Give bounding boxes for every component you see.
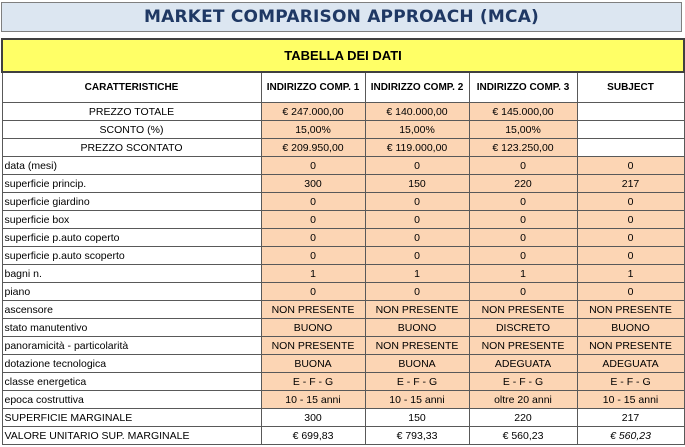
table-cell[interactable]: 0 [261,211,365,229]
table-cell[interactable]: E - F - G [261,373,365,391]
table-row [2,265,684,283]
table-cell[interactable]: € 209.950,00 [261,139,365,157]
table-cell[interactable]: NON PRESENTE [577,337,684,355]
table-cell[interactable]: € 145.000,00 [469,103,577,121]
table-row [2,157,684,175]
table-cell[interactable]: 0 [469,157,577,175]
table-cell[interactable]: 0 [365,157,469,175]
table-cell[interactable]: 15,00% [469,121,577,139]
table-cell[interactable] [577,121,684,139]
table-row [2,247,684,265]
row-label[interactable]: piano [2,283,261,301]
table-cell[interactable]: 0 [577,157,684,175]
table-cell[interactable]: 15,00% [365,121,469,139]
row-label[interactable]: data (mesi) [2,157,261,175]
table-row [2,355,684,373]
row-label[interactable]: superficie princip. [2,175,261,193]
table-cell[interactable]: 0 [469,283,577,301]
table-row [2,229,684,247]
table-cell[interactable]: 0 [365,211,469,229]
table-cell[interactable]: € 560,23 [577,427,684,445]
table-cell[interactable]: E - F - G [577,373,684,391]
table-cell[interactable]: E - F - G [365,373,469,391]
table-cell[interactable]: 0 [365,247,469,265]
table-cell[interactable]: E - F - G [469,373,577,391]
column-header-row [2,72,684,103]
table-row [2,337,684,355]
row-label[interactable]: superficie box [2,211,261,229]
table-cell[interactable]: BUONA [261,355,365,373]
table-cell[interactable]: € 699,83 [261,427,365,445]
row-label[interactable]: SCONTO (%) [2,121,261,139]
table-cell[interactable]: 0 [469,211,577,229]
table-cell[interactable]: 10 - 15 anni [261,391,365,409]
table-cell[interactable]: € 123.250,00 [469,139,577,157]
row-label[interactable]: ascensore [2,301,261,319]
table-row [2,139,684,157]
row-label[interactable]: dotazione tecnologica [2,355,261,373]
table-cell[interactable]: 150 [365,409,469,427]
table-row [2,211,684,229]
table-cell[interactable]: € 560,23 [469,427,577,445]
table-row [2,409,684,427]
table-cell[interactable]: 300 [261,409,365,427]
table-cell[interactable]: 0 [469,193,577,211]
column-header[interactable]: SUBJECT [577,72,684,103]
page-title: MARKET COMPARISON APPROACH (MCA) [1,2,682,32]
table-cell[interactable]: 15,00% [261,121,365,139]
data-table [1,38,685,445]
table-cell[interactable]: 0 [261,157,365,175]
table-cell[interactable]: NON PRESENTE [365,301,469,319]
table-cell[interactable]: 0 [577,193,684,211]
row-label[interactable]: superficie p.auto scoperto [2,247,261,265]
table-cell[interactable]: 217 [577,409,684,427]
table-row [2,283,684,301]
table-cell[interactable]: BUONO [261,319,365,337]
row-label[interactable]: superficie giardino [2,193,261,211]
table-cell[interactable]: € 119.000,00 [365,139,469,157]
table-cell[interactable]: 1 [365,265,469,283]
column-header[interactable]: INDIRIZZO COMP. 3 [469,72,577,103]
table-cell[interactable]: NON PRESENTE [365,337,469,355]
table-cell[interactable]: 1 [261,265,365,283]
table-cell[interactable]: oltre 20 anni [469,391,577,409]
table-cell[interactable]: 217 [577,175,684,193]
table-cell[interactable]: 0 [261,229,365,247]
row-label[interactable]: superficie p.auto coperto [2,229,261,247]
table-cell[interactable]: NON PRESENTE [469,301,577,319]
table-cell[interactable] [577,103,684,121]
row-label[interactable]: classe energetica [2,373,261,391]
table-title: TABELLA DEI DATI [2,39,684,72]
table-cell[interactable]: € 793,33 [365,427,469,445]
table-cell[interactable]: DISCRETO [469,319,577,337]
table-cell[interactable]: 300 [261,175,365,193]
table-row [2,319,684,337]
table-row [2,427,684,445]
table-cell[interactable]: 10 - 15 anni [577,391,684,409]
table-cell[interactable]: 10 - 15 anni [365,391,469,409]
table-row [2,301,684,319]
row-label[interactable]: epoca costruttiva [2,391,261,409]
row-label[interactable]: PREZZO TOTALE [2,103,261,121]
table-cell[interactable]: BUONA [365,355,469,373]
table-cell[interactable]: 220 [469,409,577,427]
table-cell[interactable] [577,139,684,157]
row-label[interactable]: PREZZO SCONTATO [2,139,261,157]
table-cell[interactable]: ADEGUATA [577,355,684,373]
table-cell[interactable]: 0 [261,193,365,211]
table-cell[interactable]: 0 [577,247,684,265]
row-label[interactable]: bagni n. [2,265,261,283]
table-cell[interactable]: 1 [577,265,684,283]
row-label[interactable]: stato manutentivo [2,319,261,337]
table-row [2,103,684,121]
table-cell[interactable]: NON PRESENTE [577,301,684,319]
column-header[interactable]: CARATTERISTICHE [2,72,261,103]
table-row [2,121,684,139]
table-cell[interactable]: 0 [365,229,469,247]
table-cell[interactable]: 0 [577,283,684,301]
table-row [2,175,684,193]
table-cell[interactable]: 0 [577,211,684,229]
table-cell[interactable]: NON PRESENTE [469,337,577,355]
table-cell[interactable]: BUONO [577,319,684,337]
row-label[interactable]: panoramicità - particolarità [2,337,261,355]
table-cell[interactable]: 0 [261,247,365,265]
table-cell[interactable]: ADEGUATA [469,355,577,373]
table-cell[interactable]: 0 [577,229,684,247]
row-label[interactable]: SUPERFICIE MARGINALE [2,409,261,427]
table-cell[interactable]: 0 [365,193,469,211]
column-header[interactable]: INDIRIZZO COMP. 1 [261,72,365,103]
table-cell[interactable]: BUONO [365,319,469,337]
column-header[interactable]: INDIRIZZO COMP. 2 [365,72,469,103]
table-cell[interactable]: 150 [365,175,469,193]
table-cell[interactable]: NON PRESENTE [261,301,365,319]
table-row [2,373,684,391]
table-cell[interactable]: NON PRESENTE [261,337,365,355]
table-cell[interactable]: € 247.000,00 [261,103,365,121]
table-cell[interactable]: 0 [365,283,469,301]
row-label[interactable]: VALORE UNITARIO SUP. MARGINALE [2,427,261,445]
table-row [2,193,684,211]
table-cell[interactable]: 220 [469,175,577,193]
table-cell[interactable]: 0 [469,247,577,265]
table-cell[interactable]: 0 [261,283,365,301]
table-cell[interactable]: 1 [469,265,577,283]
table-cell[interactable]: 0 [469,229,577,247]
table-cell[interactable]: € 140.000,00 [365,103,469,121]
table-row [2,391,684,409]
